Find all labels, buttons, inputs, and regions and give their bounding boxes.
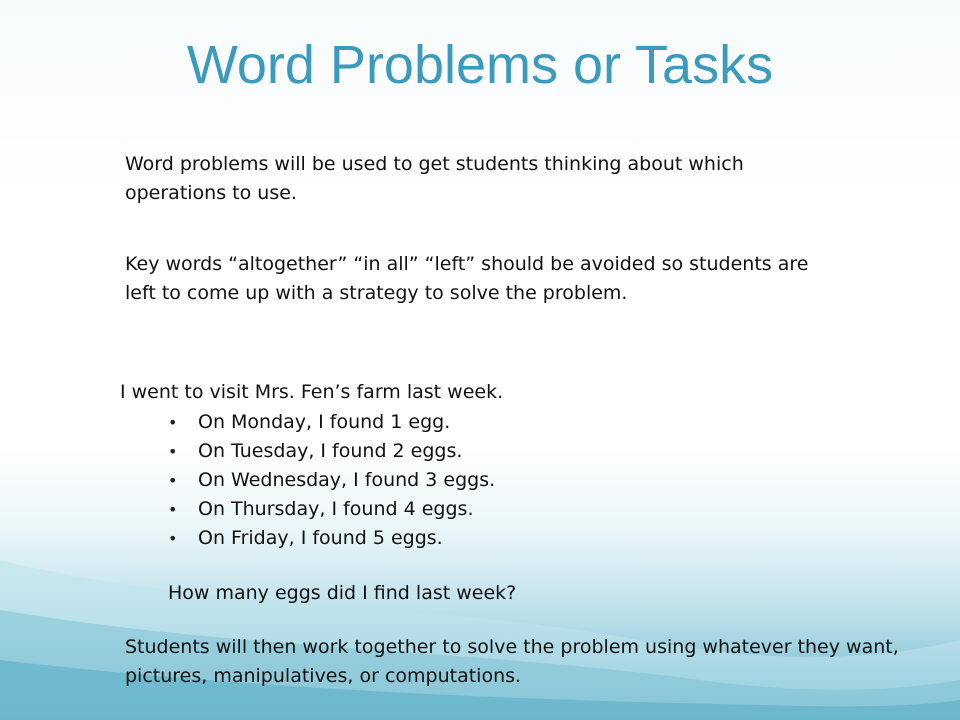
- list-item-text: On Thursday, I found 4 eggs.: [198, 498, 474, 520]
- list-item: [168, 466, 495, 495]
- list-item: [168, 495, 495, 524]
- egg-day-list: [168, 408, 495, 553]
- list-item-text: On Tuesday, I found 2 eggs.: [198, 440, 463, 462]
- list-item-text: On Friday, I found 5 eggs.: [198, 527, 443, 549]
- paragraph-operations: Word problems will be used to get students thinking about which operations to use.: [125, 153, 744, 204]
- list-item: [168, 408, 495, 437]
- bullet-icon: •: [168, 471, 178, 490]
- bullet-icon: •: [168, 500, 178, 519]
- list-item: [168, 524, 495, 553]
- list-item-text: On Wednesday, I found 3 eggs.: [198, 469, 496, 491]
- story-intro: I went to visit Mrs. Fen’s farm last week.: [120, 381, 504, 403]
- list-item: [168, 437, 495, 466]
- list-item-text: On Monday, I found 1 egg.: [198, 411, 451, 433]
- slide-title: Word Problems or Tasks: [186, 35, 774, 95]
- bullet-icon: •: [168, 529, 178, 548]
- bullet-icon: •: [168, 413, 178, 432]
- paragraph-closing: Students will then work together to solve the problem using whatever they want, pictures, manipulatives, or computations.: [125, 636, 899, 687]
- question-text: How many eggs did I find last week?: [168, 582, 517, 604]
- bullet-icon: •: [168, 442, 178, 461]
- paragraph-key-words: Key words “altogether” “in all” “left” should be avoided so students are left to come up with a strategy to solve the problem.: [125, 253, 809, 304]
